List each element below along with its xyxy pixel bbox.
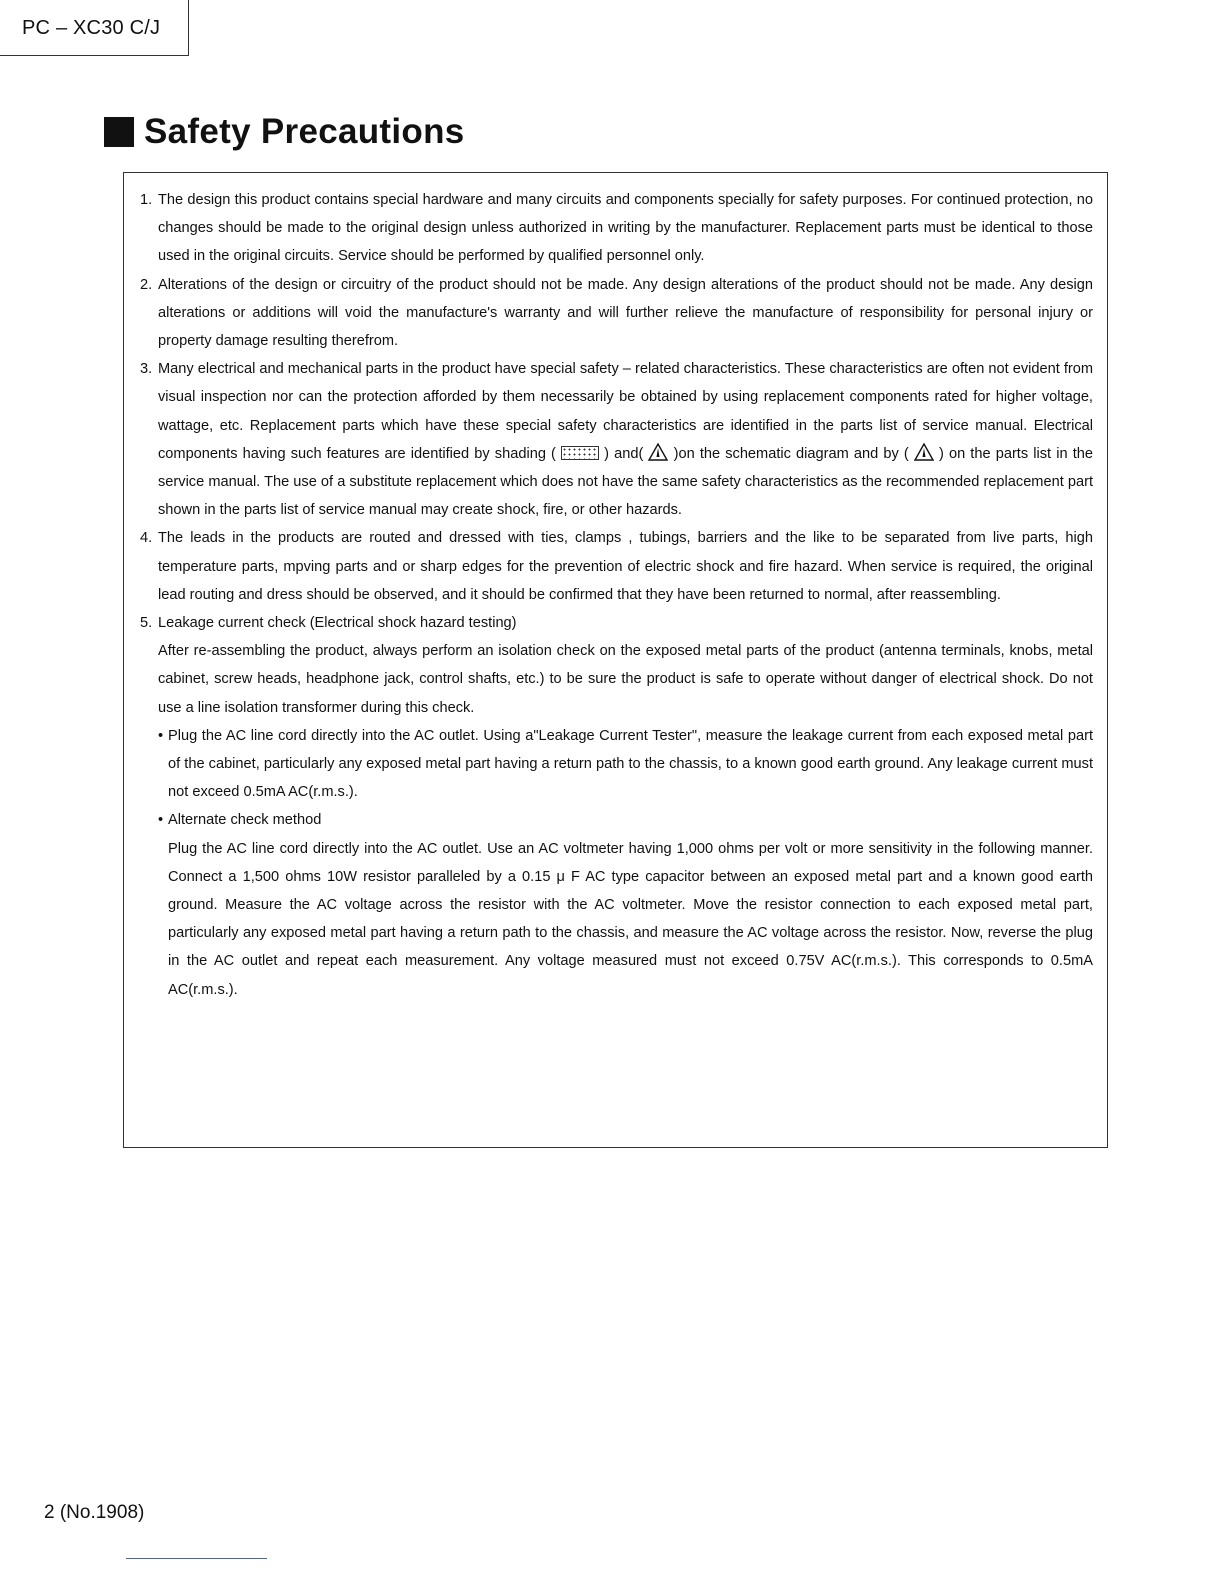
model-tab [0,0,189,56]
item-text: After re-assembling the product, always perform an isolation check on the exposed metal parts of the product (antenna terminals, knobs, metal cabinet, screw heads, headphone jack, control shafts, etc.) to be sure the product is safe to operate without danger of electrical shock. Do not use a line isolation transformer during this check. [158,643,1093,716]
precaution-item-2 [140,271,1093,356]
item-number: 5. [140,615,153,632]
bullet-text: Plug the AC line cord directly into the AC outlet. Using a"Leakage Current Tester", measure the leakage current from each exposed metal part of the cabinet, particularly any exposed metal part having a return path to the chassis, to a known good earth ground. Any leakage current must not exceed 0.5mA AC(r.m.s.). [168,727,1093,801]
warning-triangle-icon [648,443,668,461]
warning-triangle-icon [914,443,934,461]
item-text-part-b: ) and( [604,445,644,462]
item-text-part-a: Many electrical and mechanical parts in the product have special safety – related characteristics. These characteristics are often not evident from visual inspection nor can the protection afforded by them necessarily be obtained by using replacement components rated for higher voltage, wattage, etc. Replacement parts which have these special safety characteristics are identified in the parts list of service manual. Electrical components having such features are identified by shading ( [158,361,1094,462]
precaution-item-4 [140,524,1093,609]
precaution-item-1 [140,186,1093,271]
bullet-marker: • [158,727,164,744]
bullet-leakage-tester [158,722,1093,807]
shading-symbol-icon [561,446,599,460]
item-text: The design this product contains special hardware and many circuits and components specially for safety purposes. For continued protection, no changes should be made to the original design unless authorized in writing by the manufacturer. Replacement parts must be identical to those used in the original circuits. Service should be performed by qualified personnel only. [158,192,1093,265]
bullet-text: Plug the AC line cord directly into the AC outlet. Use an AC voltmeter having 1,000 ohms per volt or more sensitivity in the following manner. Connect a 1,500 ohms 10W resistor paralleled by a 0.15 μ F AC type capacitor between an exposed metal part and a known good earth ground. Measure the AC voltage across the resistor with the AC voltmeter. Move the resistor connection to each exposed metal part, particularly any exposed metal part having a return path to the chassis, and measure the AC voltage across the resistor. Now, reverse the plug in the AC outlet and repeat each measurement. Any voltage measured must not exceed 0.75V AC(r.m.s.). This corresponds to 0.5mA AC(r.m.s.). [168,840,1093,998]
model-number: PC – XC30 C/J [22,17,161,39]
item-number: 4. [140,530,153,547]
title-square-marker [104,117,134,147]
item-number: 3. [140,361,153,378]
bottom-rule [126,1558,267,1559]
bullet-heading: Alternate check method [168,812,322,829]
bullet-marker: • [158,812,164,829]
bullet-alternate-method [158,806,1093,1003]
item-text: Alterations of the design or circuitry of the product should not be made. Any design alterations of the product should not be made. Any design alterations or additions will void the manufacture's warranty and will further relieve the manufacture of responsibility for personal injury or property damage resulting therefrom. [158,276,1093,350]
item-text-part-c: )on the schematic diagram and by ( [673,445,909,462]
item-text [158,355,1093,524]
item-number: 1. [140,192,153,208]
page-title [104,110,465,154]
item-number: 2. [140,276,153,293]
item-heading: Leakage current check (Electrical shock hazard testing) [158,615,517,632]
precautions-content [140,186,1093,1004]
item-text: The leads in the products are routed and dressed with ties, clamps , tubings, barriers and the like to be separated from live parts, high temperature parts, mpving parts and or sharp edges for the prevention of electric shock and fire hazard. When service is required, the original lead routing and dress should be observed, and it should be confirmed that they have been returned to normal, after reassembling. [158,530,1093,603]
precaution-item-3 [140,355,1093,524]
page-number: 2 (No.1908) [44,1502,145,1523]
title-text: Safety Precautions [144,112,465,151]
precaution-item-5 [140,609,1093,1004]
item-text-part-d: ) on the parts list in the service manual. The use of a substitute replacement which does not have the same safety characteristics as the recommended replacement part shown in the parts list of service manual may create shock, fire, or other hazards. [158,445,1093,519]
